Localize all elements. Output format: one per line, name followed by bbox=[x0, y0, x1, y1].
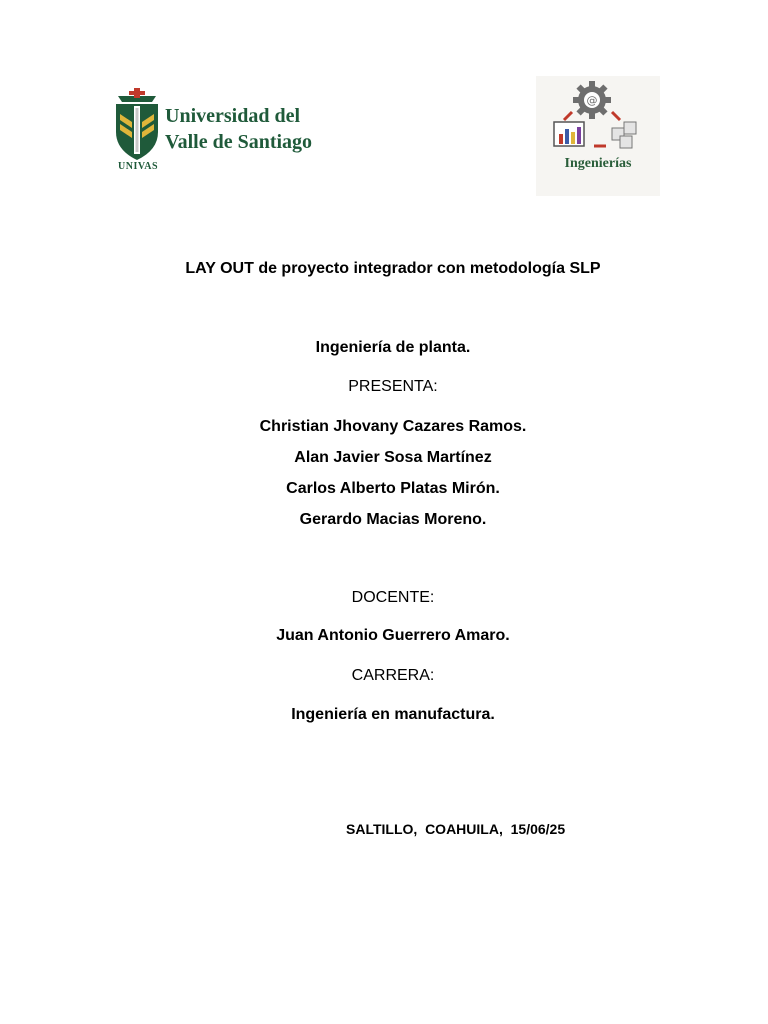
university-name-line1: Universidad del bbox=[165, 105, 301, 127]
author-name: Gerardo Macias Moreno. bbox=[299, 511, 487, 528]
location-date: SALTILLO, COAHUILA, 15/06/25 bbox=[346, 821, 566, 837]
docente-label: DOCENTE: bbox=[351, 589, 435, 606]
engineering-icon bbox=[550, 78, 646, 158]
document-title: LAY OUT de proyecto integrador con metodología SLP bbox=[185, 260, 601, 277]
university-abbr: UNIVAS bbox=[118, 161, 159, 172]
author-name: Carlos Alberto Platas Mirón. bbox=[286, 480, 500, 497]
author-name: Alan Javier Sosa Martínez bbox=[294, 449, 492, 466]
presenta-label: PRESENTA: bbox=[348, 378, 438, 395]
department-logo bbox=[536, 76, 660, 196]
department-label: Ingenierías bbox=[564, 156, 632, 171]
university-name bbox=[165, 103, 312, 155]
authors-list bbox=[0, 417, 768, 541]
subject-name: Ingeniería de planta. bbox=[315, 339, 471, 356]
teacher-name: Juan Antonio Guerrero Amaro. bbox=[276, 627, 510, 644]
carrera-label: CARRERA: bbox=[351, 667, 435, 684]
author-name: Christian Jhovany Cazares Ramos. bbox=[259, 418, 527, 435]
career-name: Ingeniería en manufactura. bbox=[291, 706, 495, 723]
university-name-line2: Valle de Santiago bbox=[165, 131, 313, 153]
svg-text:@: @ bbox=[586, 94, 598, 107]
university-logo bbox=[108, 84, 313, 180]
